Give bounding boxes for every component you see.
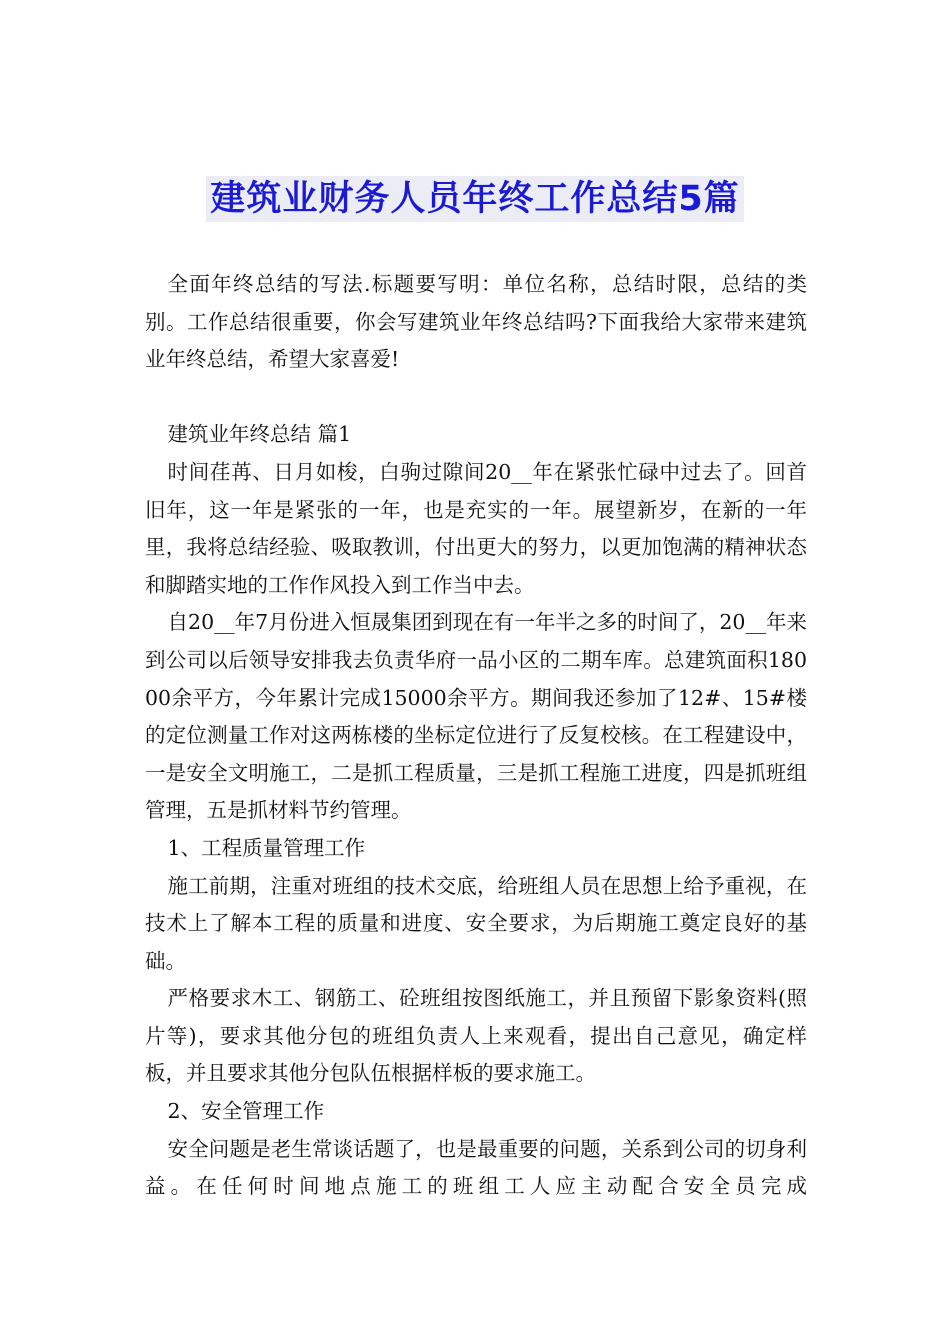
body-paragraph: 严格要求木工、钢筋工、砼班组按图纸施工，并且预留下影象资料(照片等)，要求其他分包的班组负责人上来观看，提出自己意见，确定样板，并且要求其他分包队伍根据样板的要求施工。	[145, 986, 807, 1086]
body-paragraph: 施工前期，注重对班组的技术交底，给班组人员在思想上给予重视，在技术上了解本工程的质量和进度、安全要求，为后期施工奠定良好的基础。	[145, 873, 807, 973]
paragraph-gap	[145, 379, 807, 417]
document-title: 建筑业财务人员年终工作总结5篇	[206, 176, 743, 222]
document-body	[145, 266, 807, 1206]
title-wrapper	[0, 176, 950, 222]
subsection-heading: 2、安全管理工作	[167, 1099, 325, 1124]
intro-paragraph: 全面年终总结的写法.标题要写明：单位名称，总结时限，总结的类别。工作总结很重要，你会写建筑业年终总结吗?下面我给大家带来建筑业年终总结，希望大家喜爱!	[145, 272, 807, 372]
section-heading: 建筑业年终总结 篇1	[167, 422, 352, 447]
body-paragraph: 自20__年7月份进入恒晟集团到现在有一年半之多的时间了，20__年来到公司以后领导安排我去负责华府一品小区的二期车库。总建筑面积18000余平方，今年累计完成15000余平方。期间我还参加了12#、15#楼的定位测量工作对这两栋楼的坐标定位进行了反复校核。在工程建设中，一是安全文明施工，二是抓工程质量，三是抓工程施工进度，四是抓班组管理，五是抓材料节约管理。	[145, 610, 807, 823]
subsection-heading: 1、工程质量管理工作	[167, 835, 366, 860]
body-paragraph: 时间荏苒、日月如梭，白驹过隙间20__年在紧张忙碌中过去了。回首旧年，这一年是紧张的一年，也是充实的一年。展望新岁，在新的一年里，我将总结经验、吸取教训，付出更大的努力，以更加饱满的精神状态和脚踏实地的工作作风投入到工作当中去。	[145, 459, 807, 597]
body-paragraph: 安全问题是老生常谈话题了，也是最重要的问题，关系到公司的切身利益。在任何时间地点施工的班组工人应主动配合安全员完成	[145, 1136, 807, 1199]
